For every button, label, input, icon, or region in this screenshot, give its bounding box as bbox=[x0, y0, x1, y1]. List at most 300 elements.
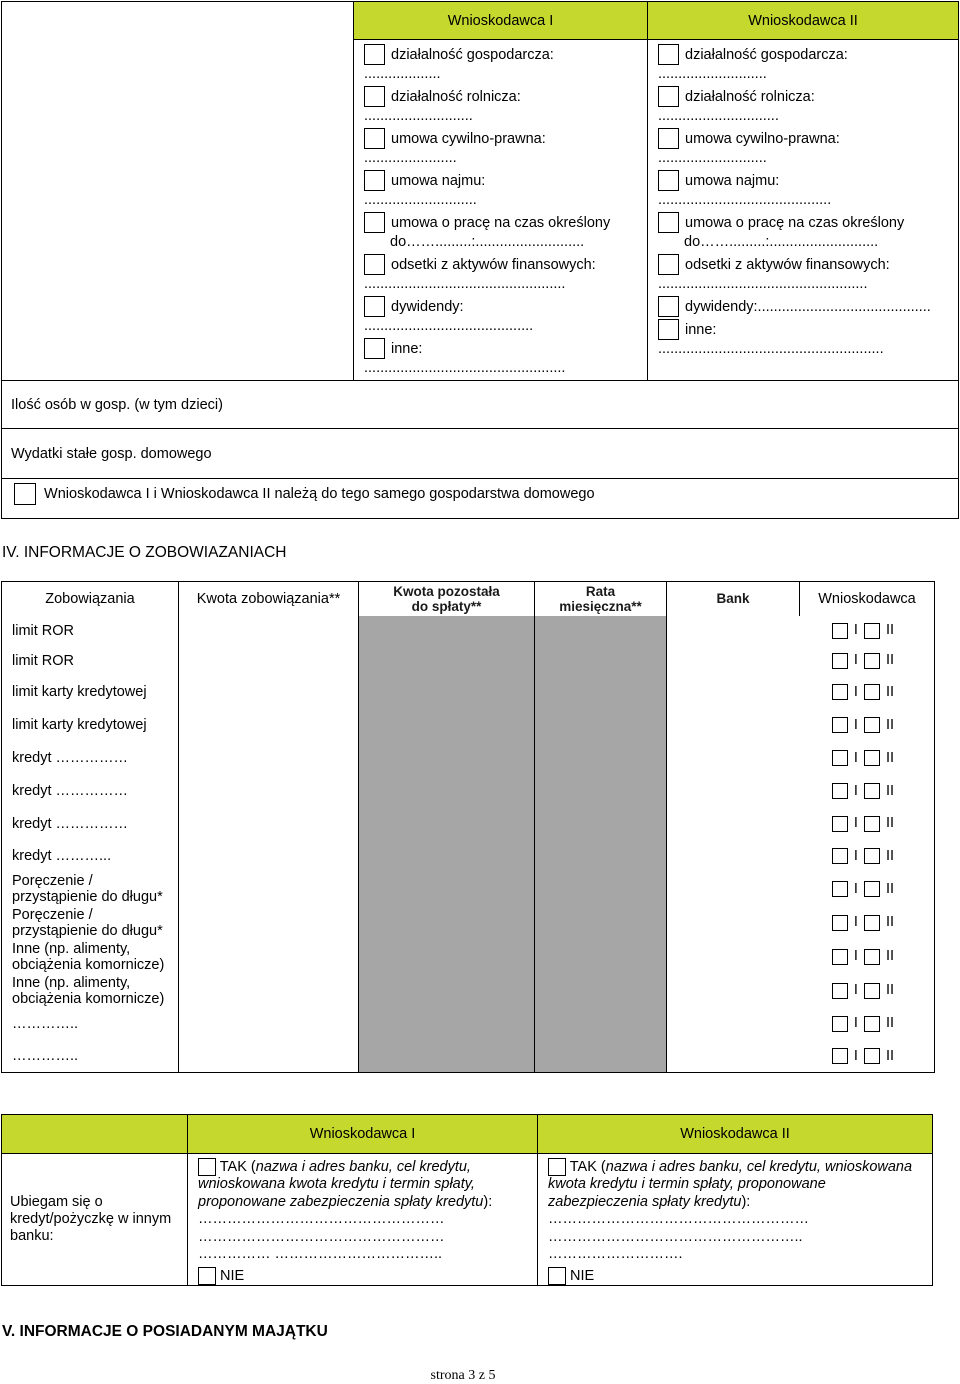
obligation-installment-field[interactable] bbox=[535, 709, 667, 742]
applicant-2-checkbox[interactable] bbox=[864, 653, 880, 669]
obligation-remaining-field[interactable] bbox=[359, 775, 535, 808]
obligation-type-label: limit ROR bbox=[12, 652, 75, 669]
obligation-row bbox=[2, 940, 935, 974]
obligation-amount-field[interactable] bbox=[179, 940, 359, 974]
income-checkbox-applicant_2-5[interactable] bbox=[658, 254, 679, 275]
income-item bbox=[658, 212, 958, 252]
household-persons-row[interactable] bbox=[2, 381, 959, 429]
income-blank-header bbox=[2, 2, 354, 381]
income-item-line bbox=[364, 338, 647, 359]
applicant-1-mark: I bbox=[853, 914, 858, 931]
income-checkbox-applicant_2-7[interactable] bbox=[658, 319, 679, 340]
applicant-2-checkbox[interactable] bbox=[864, 848, 880, 864]
applicant-2-checkbox[interactable] bbox=[864, 983, 880, 999]
col-installment-label-2: miesięczna** bbox=[559, 598, 642, 614]
obligation-type bbox=[2, 840, 179, 873]
obligation-installment-field[interactable] bbox=[535, 873, 667, 906]
applicant-1-mark: I bbox=[853, 683, 858, 700]
applicant-2-mark: II bbox=[885, 749, 894, 766]
obligation-type bbox=[2, 873, 179, 906]
obligation-remaining-field[interactable] bbox=[359, 1040, 535, 1073]
obligation-row bbox=[2, 873, 935, 906]
obligation-type-label: Inne (np. alimenty, obciążenia komornicze) bbox=[12, 974, 165, 1007]
income-checkbox-applicant_1-7[interactable] bbox=[364, 338, 385, 359]
tak-dots-3-applicant-1[interactable]: …………… …………………………….. bbox=[198, 1246, 443, 1263]
income-item-line bbox=[364, 296, 647, 317]
obligation-amount-field[interactable] bbox=[179, 775, 359, 808]
fixed-expenses-row[interactable] bbox=[2, 429, 959, 479]
tak-checkbox-applicant-2[interactable] bbox=[548, 1158, 566, 1176]
obligation-type-label: kredyt …………… bbox=[12, 815, 129, 832]
obligation-applicant-select bbox=[800, 646, 935, 676]
applicant-1-checkbox[interactable] bbox=[832, 623, 848, 639]
income-amount-field[interactable]: ....................... bbox=[364, 150, 457, 166]
income-item bbox=[364, 296, 647, 336]
obligation-type bbox=[2, 676, 179, 709]
tak-dots-2-applicant-2[interactable]: …………………………………………….. bbox=[548, 1228, 803, 1245]
applicant-1-mark: I bbox=[853, 982, 858, 999]
income-item bbox=[364, 338, 647, 378]
income-checkbox-applicant_1-6[interactable] bbox=[364, 296, 385, 317]
obligation-type bbox=[2, 709, 179, 742]
obligation-amount-field[interactable] bbox=[179, 906, 359, 940]
obligation-amount-field[interactable] bbox=[179, 840, 359, 873]
income-label: inne: bbox=[685, 322, 717, 338]
obligation-installment-field[interactable] bbox=[535, 974, 667, 1008]
income-checkbox-applicant_1-4[interactable] bbox=[364, 212, 385, 233]
applicant-1-checkbox[interactable] bbox=[832, 750, 848, 766]
nie-label-applicant-2: NIE bbox=[570, 1267, 595, 1284]
income-amount-field[interactable]: .................................................... bbox=[658, 276, 868, 292]
obligation-row bbox=[2, 742, 935, 775]
obligation-type bbox=[2, 940, 179, 974]
same-household-row bbox=[2, 479, 959, 519]
applicant-2-checkbox[interactable] bbox=[864, 684, 880, 700]
col-remaining bbox=[359, 582, 535, 616]
tak-checkbox-applicant-1[interactable] bbox=[198, 1158, 216, 1176]
tak-end-applicant-1: ): bbox=[483, 1193, 493, 1210]
obligation-bank-field[interactable] bbox=[667, 873, 800, 906]
income-label: umowa cywilno-prawna: bbox=[685, 131, 840, 147]
income-item bbox=[658, 170, 958, 210]
income-checkbox-applicant_1-2[interactable] bbox=[364, 128, 385, 149]
applicant-1-checkbox[interactable] bbox=[832, 717, 848, 733]
applicant-2-mark: II bbox=[885, 652, 894, 669]
obligation-type bbox=[2, 1040, 179, 1073]
income-amount-field[interactable]: do…….........:........................... bbox=[390, 234, 585, 250]
applicant-1-checkbox[interactable] bbox=[832, 949, 848, 965]
nie-checkbox-applicant-2[interactable] bbox=[548, 1267, 566, 1285]
income-table bbox=[1, 1, 959, 519]
obligation-amount-field[interactable] bbox=[179, 808, 359, 840]
col-applicant bbox=[800, 582, 935, 616]
applicant-2-checkbox[interactable] bbox=[864, 949, 880, 965]
obligation-bank-field[interactable] bbox=[667, 906, 800, 940]
obligation-installment-field[interactable] bbox=[535, 775, 667, 808]
income-item-line bbox=[658, 128, 958, 149]
applicant-2-checkbox[interactable] bbox=[864, 1016, 880, 1032]
obligation-remaining-field[interactable] bbox=[359, 709, 535, 742]
obligation-remaining-field[interactable] bbox=[359, 940, 535, 974]
obligation-installment-field[interactable] bbox=[535, 616, 667, 646]
obligation-remaining-field[interactable] bbox=[359, 646, 535, 676]
obligation-row bbox=[2, 646, 935, 676]
income-label: umowa najmu: bbox=[685, 173, 780, 189]
applicant-2-mark: II bbox=[885, 880, 894, 897]
obligation-amount-field[interactable] bbox=[179, 709, 359, 742]
col-obligation bbox=[2, 582, 179, 616]
income-amount-field[interactable]: .............................. bbox=[658, 108, 779, 124]
obligation-bank-field[interactable] bbox=[667, 616, 800, 646]
other-loans-applicant-1 bbox=[188, 1154, 538, 1286]
income-item-line bbox=[658, 319, 958, 340]
obligation-amount-field[interactable] bbox=[179, 742, 359, 775]
applicant-2-mark: II bbox=[885, 948, 894, 965]
obligation-amount-field[interactable] bbox=[179, 676, 359, 709]
obligation-bank-field[interactable] bbox=[667, 940, 800, 974]
applicant-2-checkbox[interactable] bbox=[864, 816, 880, 832]
income-amount-field[interactable]: ........................... bbox=[658, 66, 767, 82]
obligation-type-label: Poręczenie / przystąpienie do długu* bbox=[12, 873, 163, 905]
income-amount-field[interactable]: do…….........:........................... bbox=[684, 234, 879, 250]
applicant-2-checkbox[interactable] bbox=[864, 623, 880, 639]
income-checkbox-applicant_2-2[interactable] bbox=[658, 128, 679, 149]
applicant-1-checkbox[interactable] bbox=[832, 983, 848, 999]
income-item bbox=[364, 170, 647, 210]
obligation-type bbox=[2, 775, 179, 808]
income-label: umowa o pracę na czas określony bbox=[685, 215, 905, 231]
applicant-2-mark: II bbox=[885, 683, 894, 700]
obligation-applicant-select bbox=[800, 742, 935, 775]
income-checkbox-applicant_2-4[interactable] bbox=[658, 212, 679, 233]
obligation-type-label: kredyt ………... bbox=[12, 848, 112, 864]
obligation-applicant-select bbox=[800, 676, 935, 709]
income-list-applicant-2 bbox=[648, 40, 959, 381]
obligation-remaining-field[interactable] bbox=[359, 616, 535, 646]
nie-option-applicant-1 bbox=[198, 1267, 531, 1285]
obligation-row bbox=[2, 676, 935, 709]
income-item bbox=[364, 44, 647, 84]
obligation-applicant-select bbox=[800, 974, 935, 1008]
obligation-installment-field[interactable] bbox=[535, 840, 667, 873]
other-loans-header-applicant-2: Wnioskodawca II bbox=[538, 1115, 933, 1154]
obligation-type-label: ………….. bbox=[12, 1047, 79, 1064]
applicant-2-checkbox[interactable] bbox=[864, 915, 880, 931]
obligation-type-label: Inne (np. alimenty, obciążenia komornicze) bbox=[12, 940, 165, 973]
obligation-row bbox=[2, 840, 935, 873]
income-item bbox=[658, 296, 958, 317]
obligation-amount-field[interactable] bbox=[179, 873, 359, 906]
col-amount bbox=[179, 582, 359, 616]
obligation-amount-field[interactable] bbox=[179, 616, 359, 646]
income-item bbox=[364, 212, 647, 252]
applicant-2-mark: II bbox=[885, 716, 894, 733]
income-item-line bbox=[658, 86, 958, 107]
other-loans-question-label: Ubiegam się o kredyt/pożyczkę w innym banku: bbox=[10, 1194, 172, 1245]
obligation-type bbox=[2, 742, 179, 775]
tak-dots-3-applicant-2[interactable]: ………………………. bbox=[548, 1246, 683, 1263]
income-amount-field[interactable]: .................................................. bbox=[364, 360, 566, 376]
income-item bbox=[658, 86, 958, 126]
obligation-bank-field[interactable] bbox=[667, 1040, 800, 1073]
income-item-line bbox=[364, 170, 647, 191]
col-bank-label: Bank bbox=[716, 591, 750, 607]
nie-label-applicant-1: NIE bbox=[220, 1267, 245, 1284]
obligation-bank-field[interactable] bbox=[667, 840, 800, 873]
tak-dots-1-applicant-1[interactable]: …………………………………………… bbox=[198, 1211, 445, 1228]
household-persons-label: Ilość osób w gosp. (w tym dzieci) bbox=[11, 396, 223, 413]
obligation-applicant-select bbox=[800, 873, 935, 906]
income-label: umowa o pracę na czas określony bbox=[391, 215, 611, 231]
obligation-applicant-select bbox=[800, 1008, 935, 1040]
income-item-line bbox=[364, 254, 647, 275]
obligation-applicant-select bbox=[800, 840, 935, 873]
obligation-remaining-field[interactable] bbox=[359, 840, 535, 873]
obligation-bank-field[interactable] bbox=[667, 646, 800, 676]
applicant-1-mark: I bbox=[853, 622, 858, 639]
obligation-type bbox=[2, 974, 179, 1008]
income-checkbox-applicant_1-3[interactable] bbox=[364, 170, 385, 191]
applicant-1-mark: I bbox=[853, 847, 858, 864]
obligation-type bbox=[2, 906, 179, 940]
obligation-amount-field[interactable] bbox=[179, 646, 359, 676]
applicant-1-checkbox[interactable] bbox=[832, 1016, 848, 1032]
applicant-1-mark: I bbox=[853, 652, 858, 669]
applicant-1-checkbox[interactable] bbox=[832, 915, 848, 931]
obligation-amount-field[interactable] bbox=[179, 1040, 359, 1073]
obligation-type bbox=[2, 616, 179, 646]
obligation-applicant-select bbox=[800, 775, 935, 808]
income-amount-field[interactable]: ........................... bbox=[658, 150, 767, 166]
income-item bbox=[364, 128, 647, 168]
applicant-2-mark: II bbox=[885, 914, 894, 931]
income-item-line bbox=[658, 170, 958, 191]
page-number: strona 3 z 5 bbox=[430, 1368, 496, 1383]
same-household-label: Wnioskodawca I i Wnioskodawca II należą do tego samego gospodarstwa domowego bbox=[44, 485, 595, 502]
obligation-installment-field[interactable] bbox=[535, 1008, 667, 1040]
applicant-1-checkbox[interactable] bbox=[832, 684, 848, 700]
obligation-remaining-field[interactable] bbox=[359, 742, 535, 775]
applicant-1-mark: I bbox=[853, 749, 858, 766]
income-label: odsetki z aktywów finansowych: bbox=[685, 257, 890, 273]
other-loans-blank-header bbox=[2, 1115, 188, 1154]
income-list-applicant-1 bbox=[354, 40, 648, 381]
obligation-row bbox=[2, 1008, 935, 1040]
applicant-2-mark: II bbox=[885, 782, 894, 799]
fixed-expenses-label: Wydatki stałe gosp. domowego bbox=[11, 445, 212, 462]
obligation-type bbox=[2, 646, 179, 676]
applicant-2-mark: II bbox=[885, 982, 894, 999]
applicant-1-checkbox[interactable] bbox=[832, 1048, 848, 1064]
obligation-row bbox=[2, 974, 935, 1008]
income-item bbox=[658, 319, 958, 359]
income-checkbox-applicant_2-1[interactable] bbox=[658, 86, 679, 107]
obligation-remaining-field[interactable] bbox=[359, 1008, 535, 1040]
applicant-1-mark: I bbox=[853, 782, 858, 799]
income-amount-field[interactable]: .......................................... bbox=[364, 318, 534, 334]
applicant-2-mark: II bbox=[885, 847, 894, 864]
applicant-2-checkbox[interactable] bbox=[864, 783, 880, 799]
tak-hint-applicant-1: nazwa i adres banku, cel kredytu, wnioskowana kwota kredytu i termin spłaty, proponowane zabezpieczenia spłaty kredytu bbox=[198, 1158, 484, 1210]
tak-option-applicant-1 bbox=[198, 1158, 531, 1211]
obligation-applicant-select bbox=[800, 808, 935, 840]
income-amount-field[interactable]: ........................................... bbox=[658, 192, 832, 208]
obligation-row bbox=[2, 616, 935, 646]
applicant-1-checkbox[interactable] bbox=[832, 653, 848, 669]
income-item-line bbox=[364, 86, 647, 107]
col-obligation-label: Zobowiązania bbox=[45, 590, 135, 607]
income-label: odsetki z aktywów finansowych: bbox=[391, 257, 596, 273]
obligation-row bbox=[2, 906, 935, 940]
income-amount-field[interactable]: .................................................. bbox=[364, 276, 566, 292]
applicant-1-mark: I bbox=[853, 880, 858, 897]
applicant-1-mark: I bbox=[853, 1047, 858, 1064]
obligation-type bbox=[2, 1008, 179, 1040]
obligation-installment-field[interactable] bbox=[535, 808, 667, 840]
col-amount-label: Kwota zobowiązania** bbox=[196, 590, 341, 607]
obligation-bank-field[interactable] bbox=[667, 742, 800, 775]
col-bank bbox=[667, 582, 800, 616]
section-iv-title: IV. INFORMACJE O ZOBOWIAZANIACH bbox=[2, 544, 287, 561]
obligation-row bbox=[2, 1040, 935, 1073]
obligation-type-label: ………….. bbox=[12, 1015, 79, 1032]
obligation-type-label: kredyt …………… bbox=[12, 750, 129, 766]
income-item-line bbox=[658, 254, 958, 275]
income-label: inne: bbox=[391, 341, 423, 357]
applicant-2-checkbox[interactable] bbox=[864, 881, 880, 897]
income-amount-field[interactable]: ............................ bbox=[364, 192, 477, 208]
col-remaining-label-2: do spłaty** bbox=[411, 598, 482, 614]
obligation-row bbox=[2, 709, 935, 742]
income-item bbox=[364, 254, 647, 294]
applicant-2-mark: II bbox=[885, 1015, 894, 1032]
income-label: działalność rolnicza: bbox=[391, 89, 521, 105]
income-item-line bbox=[364, 44, 647, 65]
obligation-bank-field[interactable] bbox=[667, 1008, 800, 1040]
applicant-2-mark: II bbox=[885, 815, 894, 832]
same-household-checkbox[interactable] bbox=[14, 483, 36, 505]
obligation-remaining-field[interactable] bbox=[359, 676, 535, 709]
col-remaining-label-1: Kwota pozostała bbox=[393, 583, 500, 599]
obligation-type-label: kredyt …………… bbox=[12, 783, 129, 799]
nie-option-applicant-2 bbox=[548, 1267, 926, 1285]
income-checkbox-applicant_2-3[interactable] bbox=[658, 170, 679, 191]
income-item bbox=[364, 86, 647, 126]
obligation-amount-field[interactable] bbox=[179, 974, 359, 1008]
obligations-table bbox=[1, 581, 935, 1073]
col-installment bbox=[535, 582, 667, 616]
income-label: dywidendy: bbox=[391, 299, 464, 315]
obligation-applicant-select bbox=[800, 616, 935, 646]
income-item-line bbox=[658, 296, 958, 317]
income-amount-field[interactable]: ........................... bbox=[364, 108, 473, 124]
obligation-type-label: Poręczenie / przystąpienie do długu* bbox=[12, 906, 163, 939]
col-applicant-label: Wnioskodawca bbox=[818, 590, 916, 607]
income-checkbox-applicant_2-6[interactable] bbox=[658, 296, 679, 317]
obligation-type-label: limit karty kredytowej bbox=[12, 717, 147, 733]
section-v-title: V. INFORMACJE O POSIADANYM MAJĄTKU bbox=[2, 1323, 328, 1340]
obligation-row bbox=[2, 775, 935, 808]
obligation-bank-field[interactable] bbox=[667, 775, 800, 808]
obligation-remaining-field[interactable] bbox=[359, 808, 535, 840]
obligation-bank-field[interactable] bbox=[667, 808, 800, 840]
obligation-applicant-select bbox=[800, 709, 935, 742]
applicant-1-checkbox[interactable] bbox=[832, 816, 848, 832]
tak-dots-1-applicant-2[interactable]: ……………………………………………… bbox=[548, 1211, 809, 1228]
applicant-2-mark: II bbox=[885, 1047, 894, 1064]
nie-checkbox-applicant-1[interactable] bbox=[198, 1267, 216, 1285]
income-label: działalność gospodarcza: bbox=[685, 47, 848, 63]
tak-label-applicant-1: TAK ( bbox=[219, 1158, 256, 1175]
income-item-line bbox=[364, 128, 647, 149]
obligation-bank-field[interactable] bbox=[667, 676, 800, 709]
applicant-1-checkbox[interactable] bbox=[832, 783, 848, 799]
obligation-bank-field[interactable] bbox=[667, 709, 800, 742]
obligation-installment-field[interactable] bbox=[535, 742, 667, 775]
other-loans-applicant-2 bbox=[538, 1154, 933, 1286]
income-item bbox=[658, 44, 958, 84]
income-item-line bbox=[658, 212, 958, 233]
income-checkbox-applicant_1-1[interactable] bbox=[364, 86, 385, 107]
income-label: dywidendy:........................................... bbox=[685, 299, 931, 315]
other-loans-header-applicant-1: Wnioskodawca I bbox=[188, 1115, 538, 1154]
income-amount-field[interactable]: ........................................................ bbox=[658, 341, 884, 357]
income-item-line bbox=[364, 212, 647, 233]
obligation-installment-field[interactable] bbox=[535, 940, 667, 974]
applicant-2-checkbox[interactable] bbox=[864, 717, 880, 733]
income-checkbox-applicant_2-0[interactable] bbox=[658, 44, 679, 65]
income-header-applicant-1: Wnioskodawca I bbox=[354, 2, 648, 40]
tak-label-applicant-2: TAK ( bbox=[569, 1158, 606, 1175]
obligation-applicant-select bbox=[800, 1040, 935, 1073]
obligation-bank-field[interactable] bbox=[667, 974, 800, 1008]
applicant-2-checkbox[interactable] bbox=[864, 1048, 880, 1064]
applicant-1-mark: I bbox=[853, 716, 858, 733]
income-item-line bbox=[658, 44, 958, 65]
applicant-1-mark: I bbox=[853, 1015, 858, 1032]
obligation-installment-field[interactable] bbox=[535, 906, 667, 940]
obligation-installment-field[interactable] bbox=[535, 646, 667, 676]
applicant-2-mark: II bbox=[885, 622, 894, 639]
applicant-2-checkbox[interactable] bbox=[864, 750, 880, 766]
income-checkbox-applicant_1-0[interactable] bbox=[364, 44, 385, 65]
other-loans-table bbox=[1, 1114, 933, 1286]
income-amount-field[interactable]: ................... bbox=[364, 66, 441, 82]
income-label: działalność rolnicza: bbox=[685, 89, 815, 105]
applicant-1-checkbox[interactable] bbox=[832, 848, 848, 864]
obligation-amount-field[interactable] bbox=[179, 1008, 359, 1040]
obligation-remaining-field[interactable] bbox=[359, 873, 535, 906]
applicant-1-checkbox[interactable] bbox=[832, 881, 848, 897]
obligation-installment-field[interactable] bbox=[535, 1040, 667, 1073]
obligation-installment-field[interactable] bbox=[535, 676, 667, 709]
obligation-type bbox=[2, 808, 179, 840]
obligation-remaining-field[interactable] bbox=[359, 974, 535, 1008]
other-loans-question bbox=[2, 1154, 188, 1286]
obligation-remaining-field[interactable] bbox=[359, 906, 535, 940]
income-label: umowa cywilno-prawna: bbox=[391, 131, 546, 147]
income-label: działalność gospodarcza: bbox=[391, 47, 554, 63]
col-installment-label-1: Rata bbox=[585, 583, 616, 599]
obligation-type-label: limit ROR bbox=[12, 622, 75, 639]
tak-dots-2-applicant-1[interactable]: …………………………………………… bbox=[198, 1228, 445, 1245]
income-checkbox-applicant_1-5[interactable] bbox=[364, 254, 385, 275]
income-item bbox=[658, 128, 958, 168]
obligation-applicant-select bbox=[800, 906, 935, 940]
tak-end-applicant-2: ): bbox=[741, 1193, 751, 1210]
tak-hint-applicant-2: nazwa i adres banku, cel kredytu, wnioskowana kwota kredytu i termin spłaty, proponowane zabezpieczenia spłaty kredytu bbox=[548, 1158, 913, 1210]
income-header-applicant-2: Wnioskodawca II bbox=[648, 2, 959, 40]
